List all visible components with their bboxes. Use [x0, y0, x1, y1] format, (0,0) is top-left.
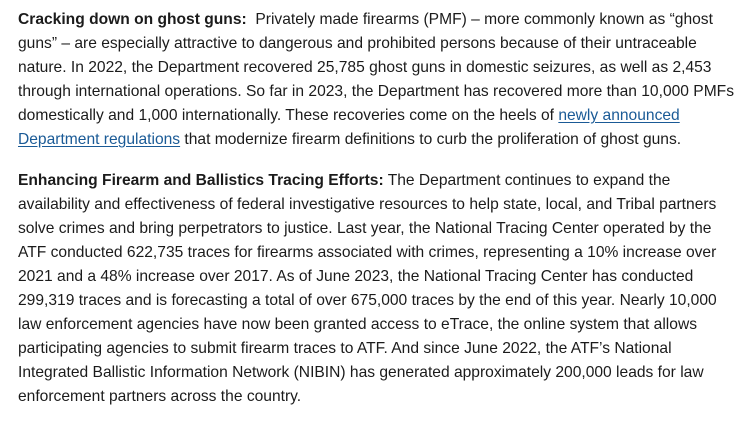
paragraph-ghost-guns — [18, 8, 739, 152]
paragraph-heading-tracing-efforts: Enhancing Firearm and Ballistics Tracing Efforts: — [18, 172, 384, 189]
paragraph-tracing-efforts — [18, 169, 734, 409]
paragraph-text-tracing-efforts: The Department continues to expand the availability and effectiveness of federal investigative resources to help state, local, and Tribal partners solve crimes and bring perpetrators to justice. Last year, the National Tracing Center operated by the ATF conducted 622,735 traces for firearms associated with crimes, representing a 10% increase over 2021 and a 48% increase over 2017. As of June 2023, the National Tracing Center has conducted 299,319 traces and is forecasting a total of over 675,000 traces by the end of this year. Nearly 10,000 law enforcement agencies have now been granted access to eTrace, the online system that allows participating agencies to submit firearm traces to ATF. And since June 2022, the ATF’s National Integrated Ballistic Information Network (NIBIN) has generated approximately 200,000 leads for law enforcement partners across the country. — [18, 172, 717, 405]
paragraph-text-ghost-guns-part1: Privately made firearms (PMF) – more commonly known as “ghost guns” – are especially attractive to dangerous and prohibited persons because of their untraceable nature. In 2022, the Department recovered 25,785 ghost guns in domestic seizures, as well as 2,453 through international operations. So far in 2023, the Department has recovered more than 10,000 PMFs domestically and 1,000 internationally. These recoveries come on the heels of — [18, 11, 739, 124]
paragraph-text-ghost-guns-part2: that modernize firearm definitions to curb the proliferation of ghost guns. — [180, 131, 682, 148]
article-body — [18, 8, 739, 409]
department-regulations-link[interactable]: newly announced Department regulations — [18, 107, 680, 148]
paragraph-heading-ghost-guns: Cracking down on ghost guns: — [18, 11, 247, 28]
